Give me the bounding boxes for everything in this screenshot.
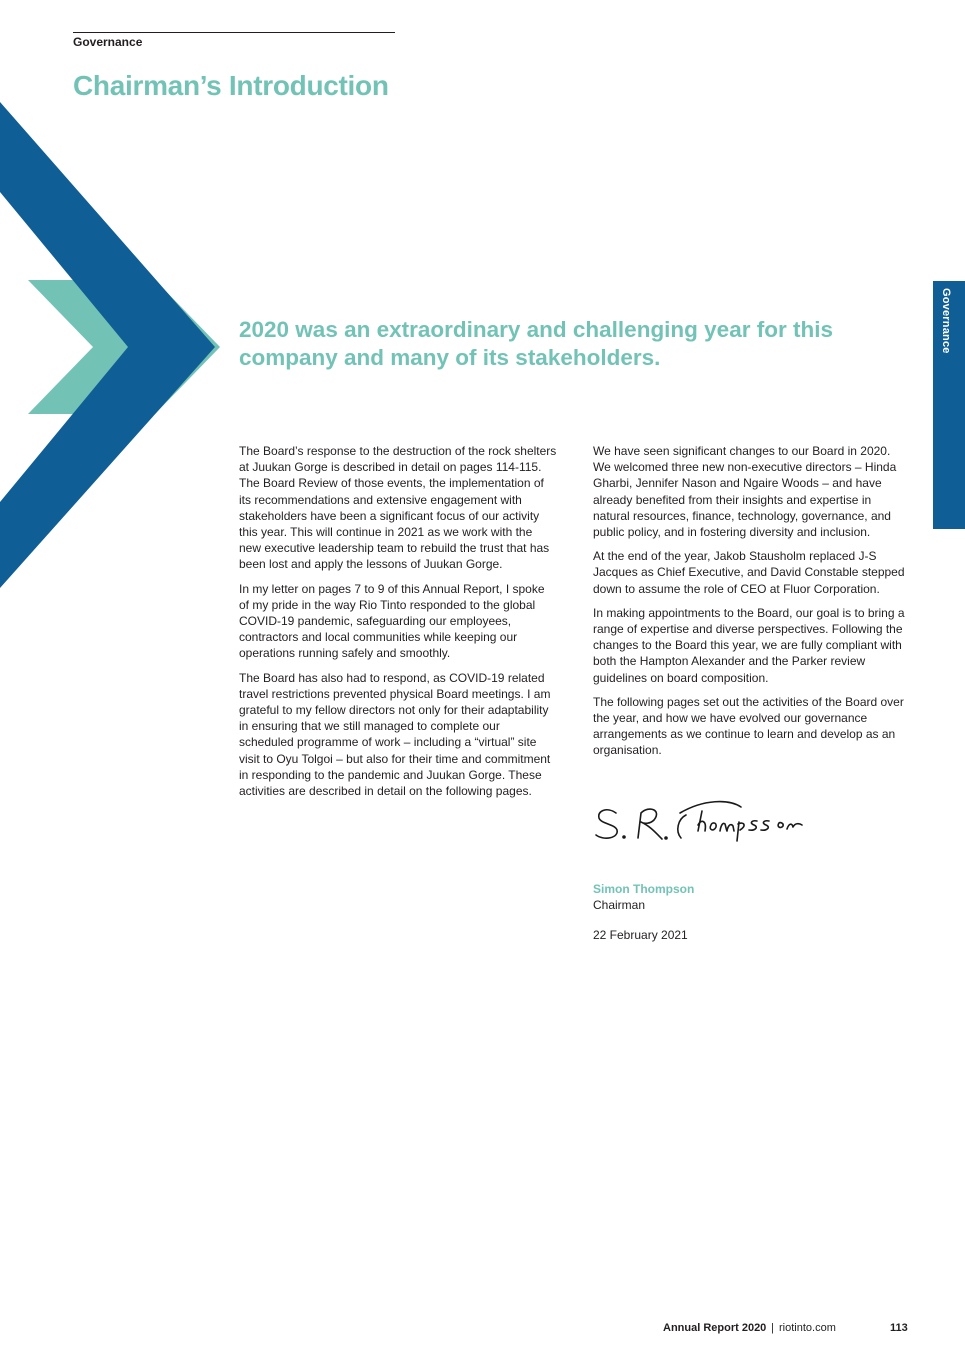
signature (594, 793, 809, 845)
body-column-right (593, 443, 911, 767)
body-paragraph: We have seen significant changes to our Board in 2020. We welcomed three new non-executive directors – Hinda Gharbi, Jennifer Nason and Ngaire Woods – and have already benefited from their insights and expertise in natural resources, finance, technology, governance, and public policy, and in fostering diversity and inclusion. (593, 444, 897, 540)
body-paragraph: The Board has also had to respond, as COVID-19 related travel restrictions prevented physical Board meetings. I am grateful to my fellow directors not only for their adaptability in ensuring that we still managed to complete our scheduled programme of work – including a “virtual” site visit to Oyu Tolgoi – but also for their time and commitment in responding to the pandemic and Juukan Gorge. These activities are described in detail on the following pages. (239, 670, 551, 799)
body-paragraph: In making appointments to the Board, our goal is to bring a range of expertise and diverse perspectives. Following the changes to the Board this year, we are fully compliant with both the Hampton Alexander and the Parker review guidelines on board composition. (593, 605, 905, 685)
body-paragraph: In my letter on pages 7 to 9 of this Annual Report, I spoke of my pride in the way Rio Tinto responded to the global COVID-19 pandemic, safeguarding our employees, contractors and local communities while keeping our operations running safely and smoothly. (239, 581, 545, 661)
footer-website: riotinto.com (779, 1322, 836, 1334)
side-tab (933, 281, 965, 529)
section-label: Governance (73, 35, 143, 49)
page-number: 113 (890, 1322, 908, 1334)
body-paragraph: The following pages set out the activities of the Board over the year, and how we have evolved our governance arrangements as we continue to learn and develop as an organisation. (593, 694, 904, 758)
body-column-left (239, 443, 557, 807)
body-paragraph: The Board’s response to the destruction of the rock shelters at Juukan Gorge is described in detail on pages 114-115. The Board Review of those events, the implementation of its recommendations and extensive engagement with stakeholders have been a significant focus of our activity this year. This will continue in 2021 as we work with the new executive leadership team to rebuild the trust that has been lost and apply the lessons of Juukan Gorge. (239, 444, 557, 572)
signatory-role: Chairman (593, 898, 646, 912)
footer-report-title: Annual Report 2020 (663, 1322, 767, 1334)
body-paragraph: At the end of the year, Jakob Stausholm replaced J-S Jacques as Chief Executive, and David Constable stepped down to assume the role of CEO at Fluor Corporation. (593, 549, 905, 596)
header-rule (73, 32, 395, 33)
lead-statement: 2020 was an extraordinary and challenging year for this company and many of its stakeholders. (239, 317, 833, 370)
chevron-graphic (0, 100, 220, 590)
signoff-date: 22 February 2021 (593, 928, 688, 942)
footer-separator: | (771, 1322, 774, 1334)
signatory-name: Simon Thompson (593, 882, 695, 896)
page-title: Chairman’s Introduction (73, 70, 389, 101)
side-tab-label: Governance (940, 288, 952, 354)
